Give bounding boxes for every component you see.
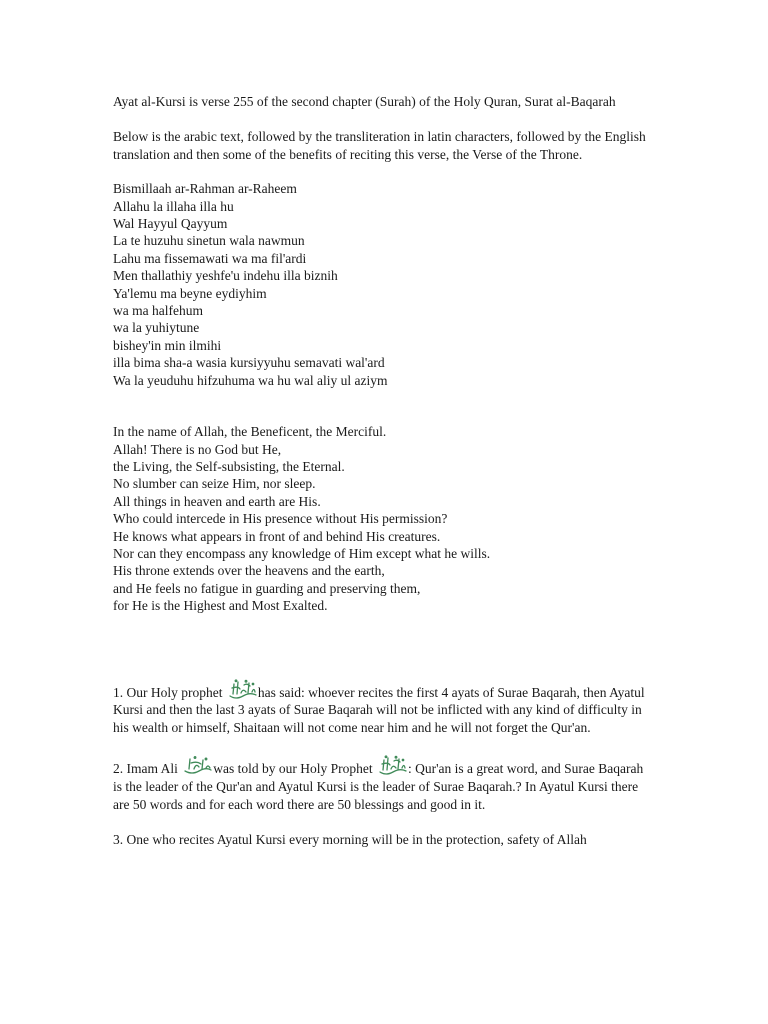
intro-paragraph-2: Below is the arabic text, followed by the transliteration in latin characters, followed by the English translation and then some of the benefits of reciting this verse, the Verse of the Throne. [113, 129, 646, 162]
transliteration-line: illa bima sha-a wasia kursiyyuhu semavati wal'ard [113, 355, 385, 371]
translation-line: and He feels no fatigue in guarding and preserving them, [113, 580, 421, 596]
benefit-2-body: : Qur'an is a great word, and Surae Baqarah is the leader of the Qur'an and Ayatul Kursi is the leader of Surae Baqarah.? In Ayatul Kursi there are 50 words and for each word there are 50 blessings and good in it. [113, 760, 644, 812]
translation-line: Nor can they encompass any knowledge of Him except what he wills. [113, 545, 491, 561]
intro-paragraph-1: Ayat al-Kursi is verse 255 of the second chapter (Surah) of the Holy Quran, Surat al-Baqarah [113, 94, 616, 109]
document-page [113, 93, 653, 849]
calligraphy-salawat-icon [378, 755, 408, 777]
transliteration-line: wa la yuhiytune [113, 320, 200, 336]
translation-line: the Living, the Self-subsisting, the Eternal. [113, 458, 345, 474]
translation-line: He knows what appears in front of and behind His creatures. [113, 528, 441, 544]
benefit-3: 3. One who recites Ayatul Kursi every morning will be in the protection, safety of Allah [113, 832, 587, 848]
translation-line: No slumber can seize Him, nor sleep. [113, 476, 316, 492]
transliteration-block [113, 180, 653, 389]
transliteration-line: Bismillaah ar-Rahman ar-Raheem [113, 181, 297, 197]
translation-line: All things in heaven and earth are His. [113, 493, 321, 509]
translation-line: Allah! There is no God but He, [113, 441, 282, 457]
benefit-2-intro: 2. Imam Ali [113, 760, 182, 776]
calligraphy-salawat-icon [228, 679, 258, 701]
calligraphy-alayhi-salaam-icon [183, 755, 213, 777]
transliteration-line: wa ma halfehum [113, 303, 203, 319]
benefit-1-intro: 1. Our Holy prophet [113, 684, 226, 700]
transliteration-line: Lahu ma fissemawati wa ma fil'ardi [113, 250, 307, 266]
translation-line: for He is the Highest and Most Exalted. [113, 598, 328, 614]
transliteration-line: Men thallathiy yeshfe'u indehu illa biznih [113, 268, 338, 284]
benefit-2-middle: was told by our Holy Prophet [213, 760, 376, 776]
transliteration-line: Wa la yeuduhu hifzuhuma wa hu wal aliy ul aziym [113, 372, 388, 388]
benefit-1-body: has said: whoever recites the first 4 ayats of Surae Baqarah, then Ayatul Kursi and then the last 3 ayats of Surae Baqarah will not be inflicted with any kind of difficulty in his wealth or himself, Shaitaan will not come near him and he will not forget the Qur'an. [113, 684, 645, 736]
translation-line: In the name of Allah, the Beneficent, the Merciful. [113, 424, 387, 440]
benefit-1 [113, 679, 653, 737]
translation-line: His throne extends over the heavens and the earth, [113, 563, 385, 579]
translation-block [113, 423, 653, 614]
transliteration-line: Wal Hayyul Qayyum [113, 216, 228, 232]
transliteration-line: La te huzuhu sinetun wala nawmun [113, 233, 305, 249]
translation-line: Who could intercede in His presence without His permission? [113, 511, 448, 527]
benefit-2 [113, 755, 653, 813]
transliteration-line: bishey'in min ilmihi [113, 337, 222, 353]
transliteration-line: Ya'lemu ma beyne eydiyhim [113, 285, 267, 301]
transliteration-line: Allahu la illaha illa hu [113, 198, 234, 214]
